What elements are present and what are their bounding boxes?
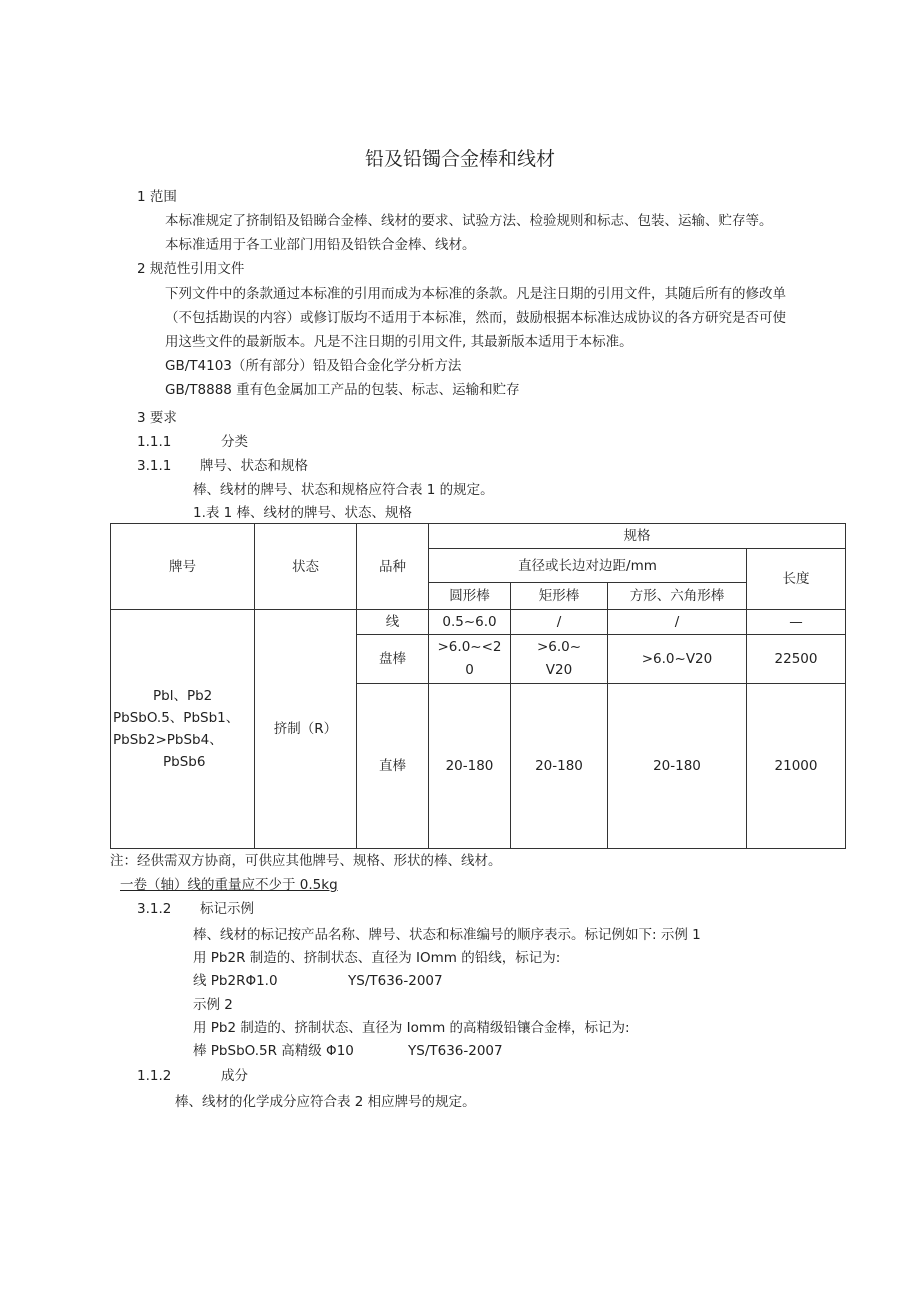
section-3-1-2-title: 标记示例 (200, 901, 254, 917)
section-1-1-1-title: 分类 (221, 434, 248, 450)
variety-cell: 直棒 (357, 684, 429, 849)
section-2-paragraph-line: （不包括勘误的内容）或修订版均不适用于本标准，然而，鼓励根据本标准达成协议的各方研究是否可使 (165, 310, 786, 326)
round-cell: 0.5~6.0 (429, 610, 511, 635)
composition-text: 棒、线材的化学成分应符合表 2 相应牌号的规定。 (175, 1094, 476, 1110)
length-cell: 21000 (747, 684, 846, 849)
header-state: 状态 (255, 524, 357, 610)
reference-gb-t4103: GB/T4103（所有部分）铅及铅合金化学分析方法 (165, 358, 462, 374)
grade-line: PbSb6 (163, 754, 206, 770)
header-square-hex: 方形、六角形棒 (608, 583, 747, 610)
section-3-heading: 3 要求 (137, 410, 177, 426)
reference-gb-t8888: GB/T8888 重有色金属加工产品的包装、标志、运输和贮存 (165, 382, 520, 398)
example-2-label: 示例 2 (193, 997, 233, 1013)
section-2-paragraph-line: 下列文件中的条款通过本标准的引用而成为本标准的条款。凡是注日期的引用文件，其随后所有的修改单 (165, 286, 786, 302)
grade-line: Pbl、Pb2 (153, 688, 213, 704)
variety-cell: 盘棒 (357, 635, 429, 684)
square-hex-cell: 20-180 (608, 684, 747, 849)
section-1-paragraph-2: 本标准适用于各工业部门用铅及铅铁合金棒、线材。 (165, 237, 476, 253)
table-note: 注：经供需双方协商，可供应其他牌号、规格、形状的棒、线材。 (110, 853, 502, 869)
square-hex-cell: >6.0~V20 (608, 635, 747, 684)
section-2-paragraph-line: 用这些文件的最新版本。凡是不注日期的引用文件, 其最新版本适用于本标准。 (165, 334, 633, 350)
header-grade: 牌号 (111, 524, 255, 610)
example-2-mark: 棒 PbSbO.5R 高精级 Φ10 (193, 1043, 354, 1059)
section-3-1-1-text: 棒、线材的牌号、状态和规格应符合表 1 的规定。 (193, 482, 494, 498)
document-title: 铅及铅镯合金棒和线材 (364, 148, 555, 170)
length-cell: 22500 (747, 635, 846, 684)
grade-line: PbSb2>PbSb4、 (113, 732, 223, 748)
state-cell: 挤制（R） (255, 610, 357, 849)
section-2-heading: 2 规范性引用文件 (137, 261, 245, 277)
section-1-1-1-number: 1.1.1 (137, 434, 172, 450)
table-1-caption: 1.表 1 棒、线材的牌号、状态、规格 (193, 505, 413, 521)
marking-text: 棒、线材的标记按产品名称、牌号、状态和标准编号的顺序表示。标记例如下: 示例 1 (193, 927, 701, 943)
rect-cell: 20-180 (511, 684, 608, 849)
grade-cell (111, 610, 255, 849)
length-cell: — (747, 610, 846, 635)
header-round: 圆形棒 (429, 583, 511, 610)
section-3-1-2-number: 3.1.2 (137, 901, 172, 917)
rect-cell: / (511, 610, 608, 635)
section-1-paragraph-1: 本标准规定了挤制铅及铅睇合金棒、线材的要求、试验方法、检验规则和标志、包装、运输、贮存等。 (165, 213, 773, 229)
spec-table (110, 523, 846, 849)
table-header-row (111, 524, 846, 549)
example-1-mark: 线 Pb2RΦ1.0 (193, 973, 278, 989)
section-3-1-1-title: 牌号、状态和规格 (200, 458, 308, 474)
header-variety: 品种 (357, 524, 429, 610)
section-1-heading: 1 范围 (137, 189, 177, 205)
marking-text: 用 Pb2R 制造的、挤制状态、直径为 IOmm 的铅线，标记为: (193, 950, 561, 966)
section-1-1-2-number: 1.1.2 (137, 1068, 172, 1084)
example-2-standard: YS/T636-2007 (408, 1043, 503, 1059)
header-rect: 矩形棒 (511, 583, 608, 610)
table-row (111, 610, 846, 635)
header-length: 长度 (747, 549, 846, 610)
section-3-1-1-number: 3.1.1 (137, 458, 172, 474)
round-cell: >6.0~<20 (429, 635, 511, 684)
square-hex-cell: / (608, 610, 747, 635)
variety-cell: 线 (357, 610, 429, 635)
grade-line: PbSbO.5、PbSb1、 (113, 710, 240, 726)
round-cell: 20-180 (429, 684, 511, 849)
header-spec: 规格 (429, 524, 846, 549)
header-diameter: 直径或长边对边距/mm (429, 549, 747, 583)
weight-note: 一卷（轴）线的重量应不少于 0.5kg (120, 877, 338, 893)
section-1-1-2-title: 成分 (221, 1068, 248, 1084)
marking-text: 用 Pb2 制造的、挤制状态、直径为 Iomm 的高精级铅镶合金棒，标记为: (193, 1020, 630, 1036)
rect-cell: >6.0~V20 (511, 635, 608, 684)
example-1-standard: YS/T636-2007 (348, 973, 443, 989)
